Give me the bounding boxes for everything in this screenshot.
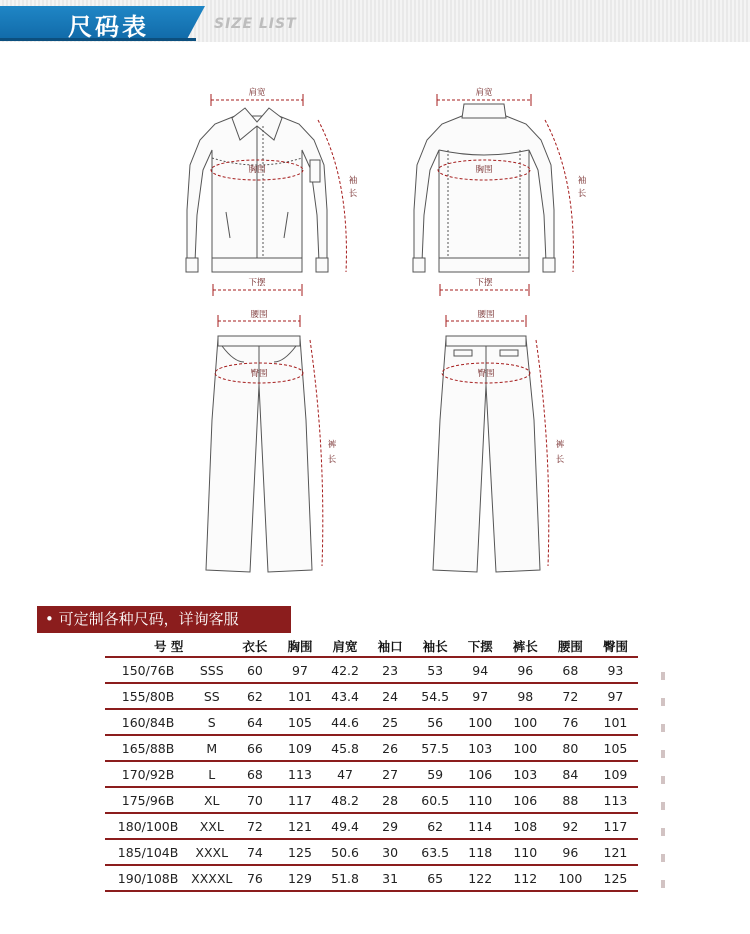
header-hip: 臀围	[593, 636, 638, 657]
label-shoulder-front: 肩宽	[248, 88, 266, 98]
row-shadow-mark	[661, 750, 665, 758]
cell-value: 42.2	[323, 657, 368, 683]
cell-type: 165/88B	[105, 735, 191, 761]
cell-code: M	[191, 735, 232, 761]
cell-value: 49.4	[323, 813, 368, 839]
cell-value: 64	[232, 709, 277, 735]
label-shoulder-back: 肩宽	[475, 88, 493, 98]
cell-type: 180/100B	[105, 813, 191, 839]
cell-value: 129	[277, 865, 322, 891]
cell-value: 60.5	[413, 787, 458, 813]
cell-value: 121	[277, 813, 322, 839]
cell-value: 117	[277, 787, 322, 813]
cell-code: XL	[191, 787, 232, 813]
table-row	[105, 813, 638, 839]
cell-value: 44.6	[323, 709, 368, 735]
custom-size-note: • 可定制各种尺码，详询客服	[37, 606, 291, 633]
header-sleeve: 袖长	[413, 636, 458, 657]
table-row	[105, 787, 638, 813]
cell-value: 110	[458, 787, 503, 813]
cell-value: 105	[277, 709, 322, 735]
cell-value: 80	[548, 735, 593, 761]
cell-value: 72	[548, 683, 593, 709]
cell-value: 109	[277, 735, 322, 761]
cell-code: SS	[191, 683, 232, 709]
label-pants-back-1: 裤	[555, 440, 565, 450]
cell-value: 43.4	[323, 683, 368, 709]
table-row	[105, 709, 638, 735]
cell-value: 96	[548, 839, 593, 865]
cell-value: 93	[593, 657, 638, 683]
table-row	[105, 761, 638, 787]
header-cuff: 袖口	[368, 636, 413, 657]
cell-value: 53	[413, 657, 458, 683]
cell-value: 62	[413, 813, 458, 839]
row-shadow-mark	[661, 724, 665, 732]
cell-type: 170/92B	[105, 761, 191, 787]
cell-code: XXL	[191, 813, 232, 839]
cell-value: 97	[277, 657, 322, 683]
cell-value: 31	[368, 865, 413, 891]
cell-value: 92	[548, 813, 593, 839]
cell-value: 94	[458, 657, 503, 683]
cell-value: 101	[593, 709, 638, 735]
cell-value: 96	[503, 657, 548, 683]
cell-value: 109	[593, 761, 638, 787]
cell-value: 59	[413, 761, 458, 787]
label-hip-front: 臀围	[250, 369, 268, 379]
cell-value: 50.6	[323, 839, 368, 865]
cell-value: 125	[277, 839, 322, 865]
cell-type: 160/84B	[105, 709, 191, 735]
cell-value: 65	[413, 865, 458, 891]
cell-value: 54.5	[413, 683, 458, 709]
cell-value: 30	[368, 839, 413, 865]
cell-value: 103	[503, 761, 548, 787]
cell-value: 112	[503, 865, 548, 891]
cell-value: 106	[458, 761, 503, 787]
cell-value: 68	[548, 657, 593, 683]
cell-value: 24	[368, 683, 413, 709]
cell-value: 76	[548, 709, 593, 735]
cell-code: L	[191, 761, 232, 787]
cell-code: S	[191, 709, 232, 735]
cell-code: XXXL	[191, 839, 232, 865]
cell-type: 185/104B	[105, 839, 191, 865]
cell-value: 25	[368, 709, 413, 735]
row-shadow-mark	[661, 776, 665, 784]
cell-value: 63.5	[413, 839, 458, 865]
label-sleeve-front-2: 长	[348, 189, 358, 199]
cell-value: 51.8	[323, 865, 368, 891]
cell-value: 105	[593, 735, 638, 761]
cell-value: 27	[368, 761, 413, 787]
cell-value: 70	[232, 787, 277, 813]
cell-value: 45.8	[323, 735, 368, 761]
row-shadow-mark	[661, 854, 665, 862]
row-shadow-mark	[661, 828, 665, 836]
label-hem-front: 下摆	[248, 278, 266, 288]
table-row	[105, 839, 638, 865]
cell-value: 110	[503, 839, 548, 865]
table-row	[105, 865, 638, 891]
row-shadow-mark	[661, 672, 665, 680]
cell-type: 150/76B	[105, 657, 191, 683]
row-shadow-mark	[661, 880, 665, 888]
cell-value: 114	[458, 813, 503, 839]
cell-value: 76	[232, 865, 277, 891]
header-hem: 下摆	[458, 636, 503, 657]
cell-value: 56	[413, 709, 458, 735]
page-title: 尺码表	[68, 13, 149, 41]
label-waist-front: 腰围	[250, 310, 268, 320]
cell-value: 113	[277, 761, 322, 787]
cell-value: 117	[593, 813, 638, 839]
cell-type: 155/80B	[105, 683, 191, 709]
header-type: 号 型	[105, 636, 232, 657]
cell-value: 100	[503, 709, 548, 735]
label-waist-back: 腰围	[477, 310, 495, 320]
cell-value: 122	[458, 865, 503, 891]
cell-value: 106	[503, 787, 548, 813]
cell-value: 60	[232, 657, 277, 683]
label-chest-front: 胸围	[248, 165, 266, 175]
header-pants-length: 裤长	[503, 636, 548, 657]
header-shoulder: 肩宽	[323, 636, 368, 657]
cell-value: 47	[323, 761, 368, 787]
cell-code: SSS	[191, 657, 232, 683]
label-sleeve-front-1: 袖	[348, 176, 358, 186]
cell-value: 26	[368, 735, 413, 761]
cell-value: 113	[593, 787, 638, 813]
label-pants-front-1: 裤	[327, 440, 337, 450]
label-sleeve-back-2: 长	[577, 189, 587, 199]
label-chest-back: 胸围	[475, 165, 493, 175]
cell-value: 74	[232, 839, 277, 865]
cell-value: 97	[458, 683, 503, 709]
label-hem-back: 下摆	[475, 278, 493, 288]
cell-value: 88	[548, 787, 593, 813]
label-sleeve-back-1: 袖	[577, 176, 587, 186]
cell-value: 103	[458, 735, 503, 761]
table-row	[105, 735, 638, 761]
table-row	[105, 683, 638, 709]
cell-value: 121	[593, 839, 638, 865]
cell-value: 68	[232, 761, 277, 787]
cell-value: 100	[503, 735, 548, 761]
header-length: 衣长	[232, 636, 277, 657]
label-hip-back: 臀围	[477, 369, 495, 379]
row-shadow-mark	[661, 802, 665, 810]
cell-value: 23	[368, 657, 413, 683]
cell-value: 118	[458, 839, 503, 865]
cell-value: 62	[232, 683, 277, 709]
cell-value: 28	[368, 787, 413, 813]
row-shadow-mark	[661, 698, 665, 706]
cell-value: 125	[593, 865, 638, 891]
cell-value: 101	[277, 683, 322, 709]
size-table-header-row	[105, 636, 638, 657]
cell-value: 66	[232, 735, 277, 761]
header-waist: 腰围	[548, 636, 593, 657]
cell-value: 100	[548, 865, 593, 891]
page-subtitle: SIZE LIST	[214, 16, 297, 32]
header-chest: 胸围	[277, 636, 322, 657]
cell-type: 190/108B	[105, 865, 191, 891]
cell-value: 100	[458, 709, 503, 735]
cell-value: 108	[503, 813, 548, 839]
cell-code: XXXXL	[191, 865, 232, 891]
cell-value: 48.2	[323, 787, 368, 813]
table-row	[105, 657, 638, 683]
cell-value: 97	[593, 683, 638, 709]
front-jacket-drawing	[186, 108, 328, 272]
cell-value: 72	[232, 813, 277, 839]
label-pants-back-2: 长	[555, 455, 565, 465]
cell-value: 98	[503, 683, 548, 709]
cell-value: 29	[368, 813, 413, 839]
label-pants-front-2: 长	[327, 455, 337, 465]
cell-type: 175/96B	[105, 787, 191, 813]
cell-value: 57.5	[413, 735, 458, 761]
size-table	[105, 636, 638, 892]
cell-value: 84	[548, 761, 593, 787]
back-jacket-drawing	[413, 104, 555, 272]
